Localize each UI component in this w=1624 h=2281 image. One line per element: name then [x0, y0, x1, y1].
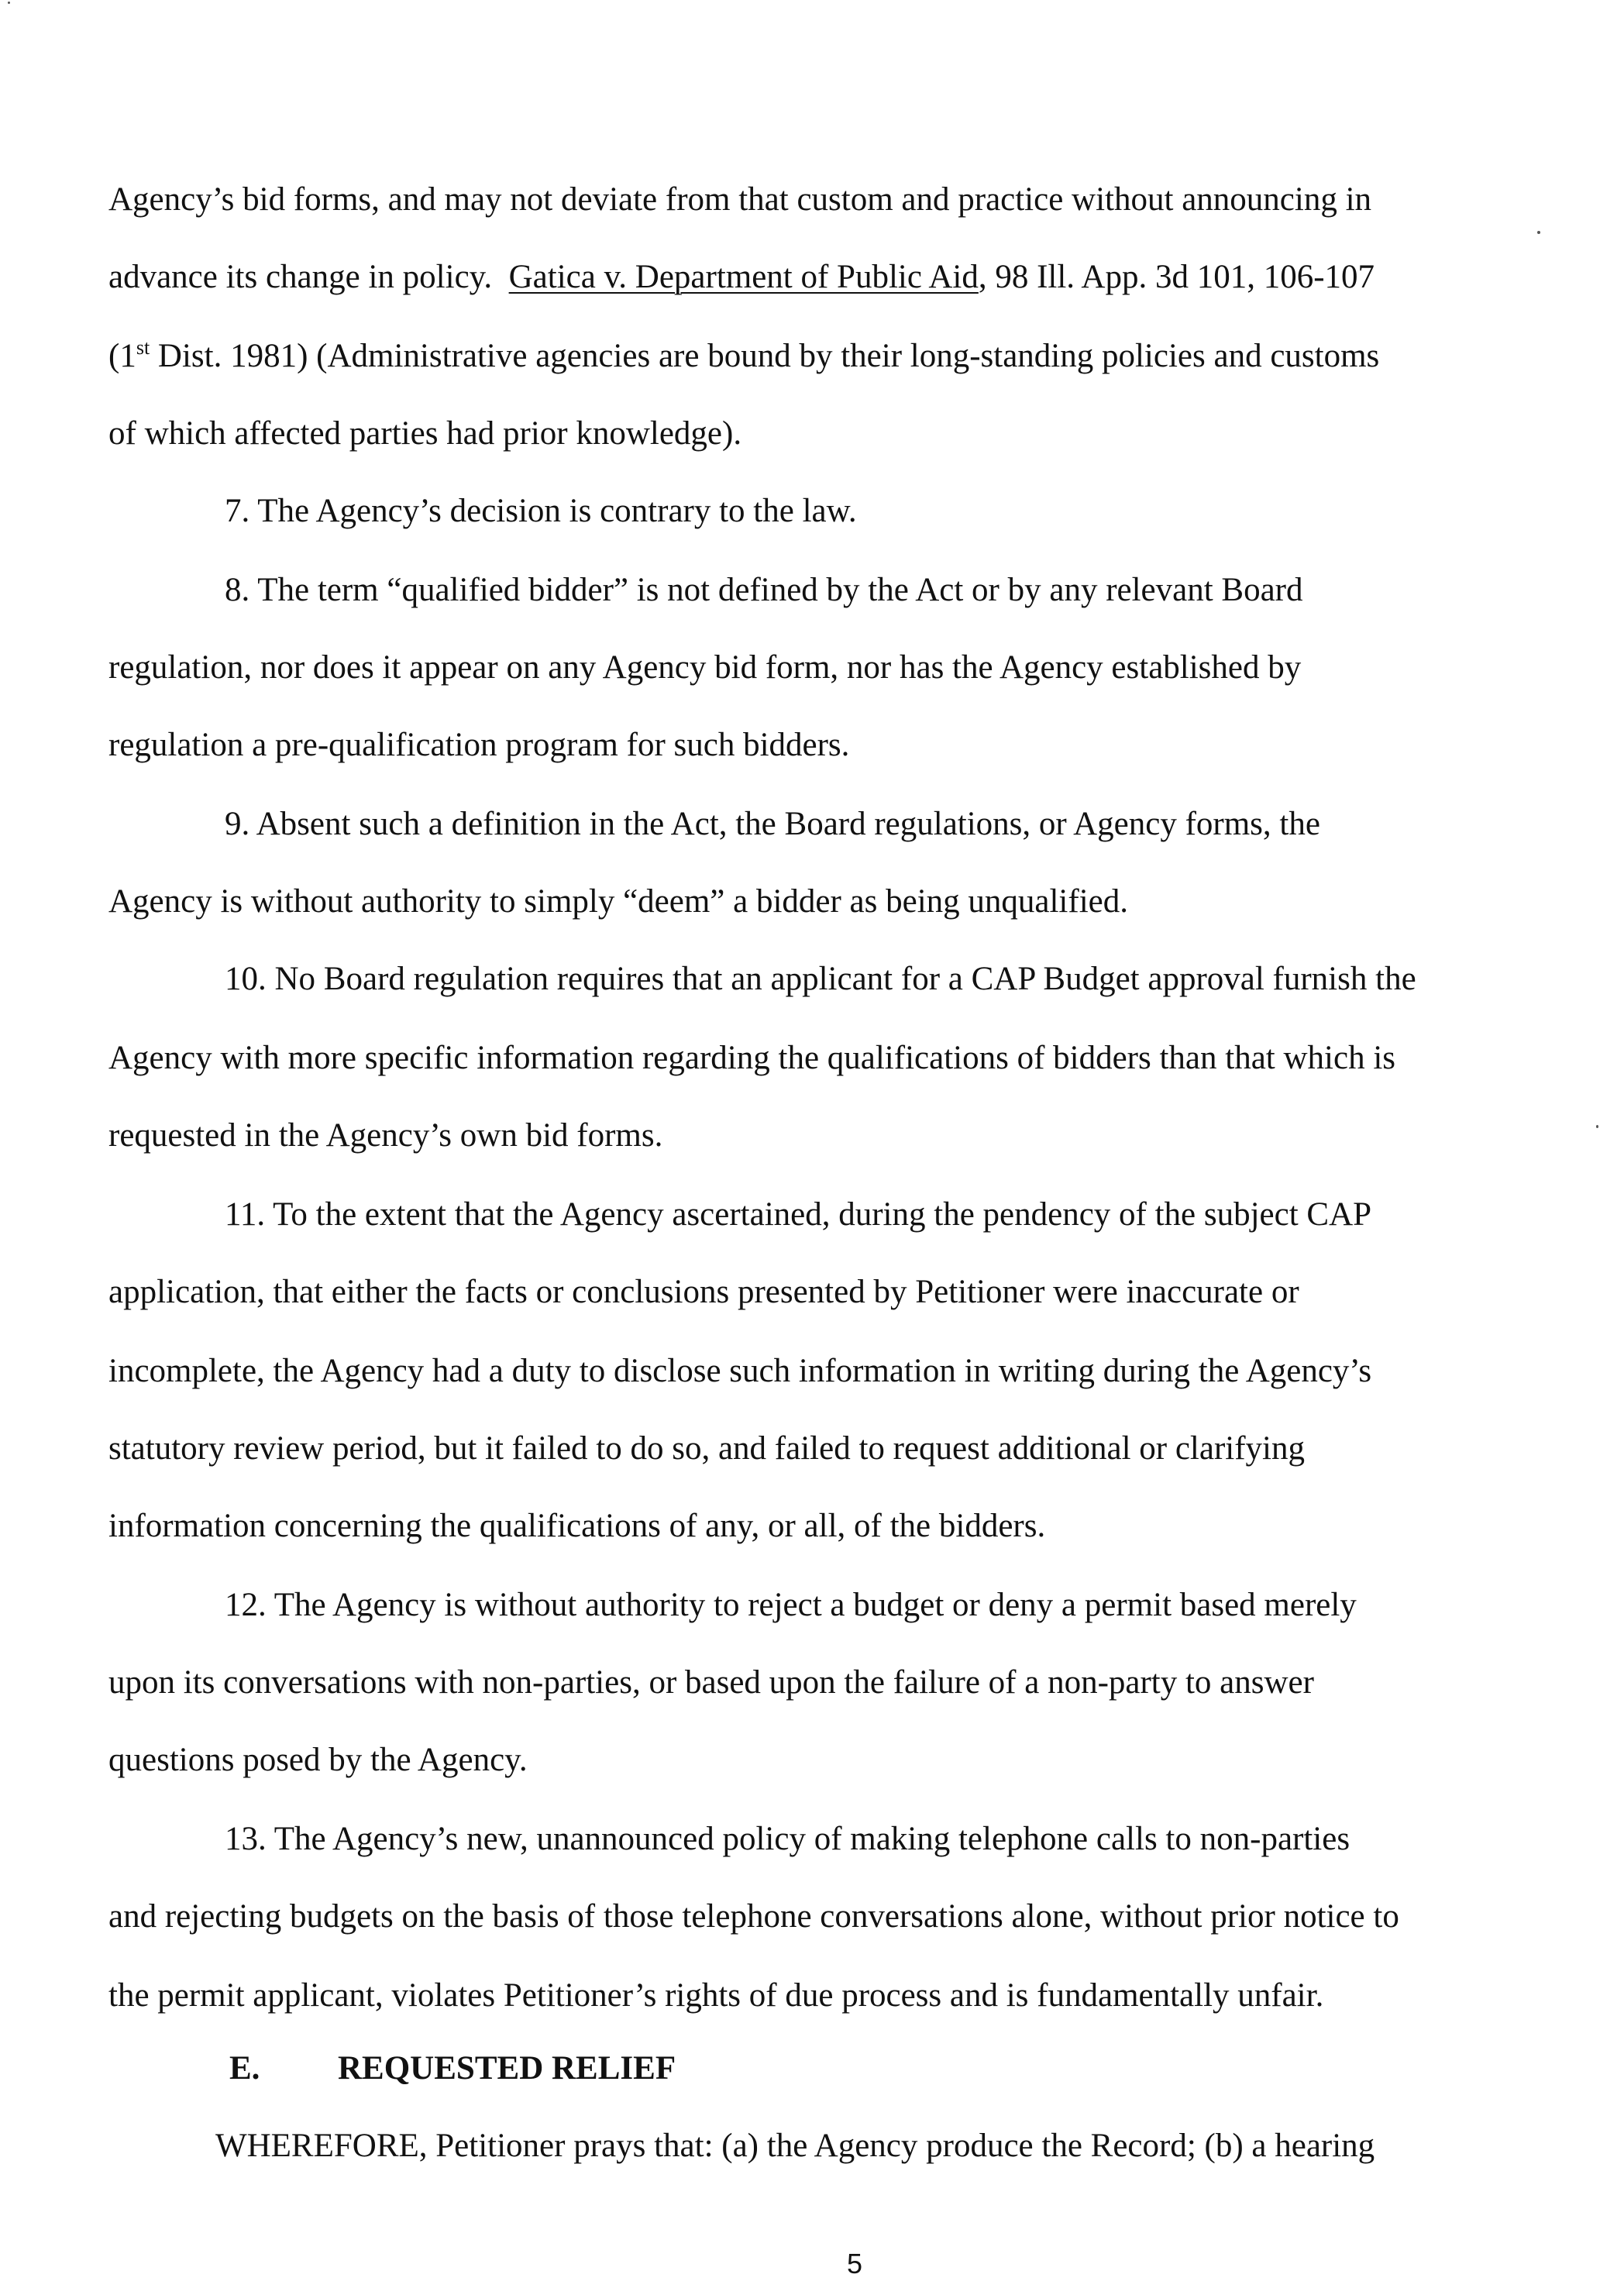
text-line: questions posed by the Agency. [108, 1742, 528, 1778]
text-line: of which affected parties had prior knowledge). [108, 415, 742, 452]
paragraph-11: 11. To the extent that the Agency ascertained, during the pendency of the subject CAP [225, 1196, 1372, 1233]
paragraph-10: 10. No Board regulation requires that an applicant for a CAP Budget approval furnish the [225, 961, 1416, 997]
text-line: application, that either the facts or conclusions presented by Petitioner were inaccurate or [108, 1274, 1299, 1310]
paragraph-9: 9. Absent such a definition in the Act, the Board regulations, or Agency forms, the [225, 806, 1320, 842]
text-line: statutory review period, but it failed to do so, and failed to request additional or clarifying [108, 1430, 1305, 1467]
text-line: incomplete, the Agency had a duty to disclose such information in writing during the Agency’s [108, 1353, 1372, 1389]
text-line: Agency’s bid forms, and may not deviate from that custom and practice without announcing in [108, 181, 1372, 218]
text-segment: , 98 Ill. App. 3d 101, 106-107 [978, 259, 1375, 295]
section-letter: E. [229, 2050, 260, 2087]
text-line: requested in the Agency’s own bid forms. [108, 1117, 663, 1154]
paragraph-8: 8. The term “qualified bidder” is not defined by the Act or by any relevant Board [225, 572, 1303, 608]
page-number: 5 [847, 2248, 863, 2279]
paragraph-13: 13. The Agency’s new, unannounced policy of making telephone calls to non-parties [225, 1821, 1350, 1857]
paragraph-7: 7. The Agency’s decision is contrary to the law. [225, 493, 857, 529]
text-line: Agency is without authority to simply “deem” a bidder as being unqualified. [108, 883, 1128, 920]
section-heading [229, 2050, 676, 2087]
scan-speck [1596, 1125, 1598, 1128]
text-line: information concerning the qualifications of any, or all, of the bidders. [108, 1508, 1046, 1544]
text-line: regulation, nor does it appear on any Agency bid form, nor has the Agency established by [108, 649, 1302, 686]
wherefore-line: WHEREFORE, Petitioner prays that: (a) the Agency produce the Record; (b) a hearing [215, 2128, 1375, 2164]
text-line: upon its conversations with non-parties, or based upon the failure of a non-party to answer [108, 1664, 1314, 1701]
scan-speck [8, 2, 10, 4]
text-line-with-superscript [108, 336, 1380, 374]
text-line: Agency with more specific information regarding the qualifications of bidders than that which is [108, 1040, 1396, 1076]
text-line-with-citation [108, 260, 1375, 294]
scan-speck [1537, 231, 1540, 234]
text-line: and rejecting budgets on the basis of those telephone conversations alone, without prior notice to [108, 1898, 1399, 1935]
case-citation: Gatica v. Department of Public Aid [508, 259, 979, 295]
text-segment: (1 [108, 338, 136, 374]
text-segment: Dist. 1981) (Administrative agencies are bound by their long-standing policies and customs [150, 338, 1380, 374]
text-line: the permit applicant, violates Petitioner’s rights of due process and is fundamentally unfair. [108, 1977, 1324, 2014]
section-title: REQUESTED RELIEF [338, 2050, 676, 2087]
ordinal-superscript: st [136, 336, 150, 359]
text-line: regulation a pre-qualification program for such bidders. [108, 727, 850, 763]
text-segment: advance its change in policy. [108, 259, 509, 295]
paragraph-12: 12. The Agency is without authority to reject a budget or deny a permit based merely [225, 1587, 1357, 1623]
